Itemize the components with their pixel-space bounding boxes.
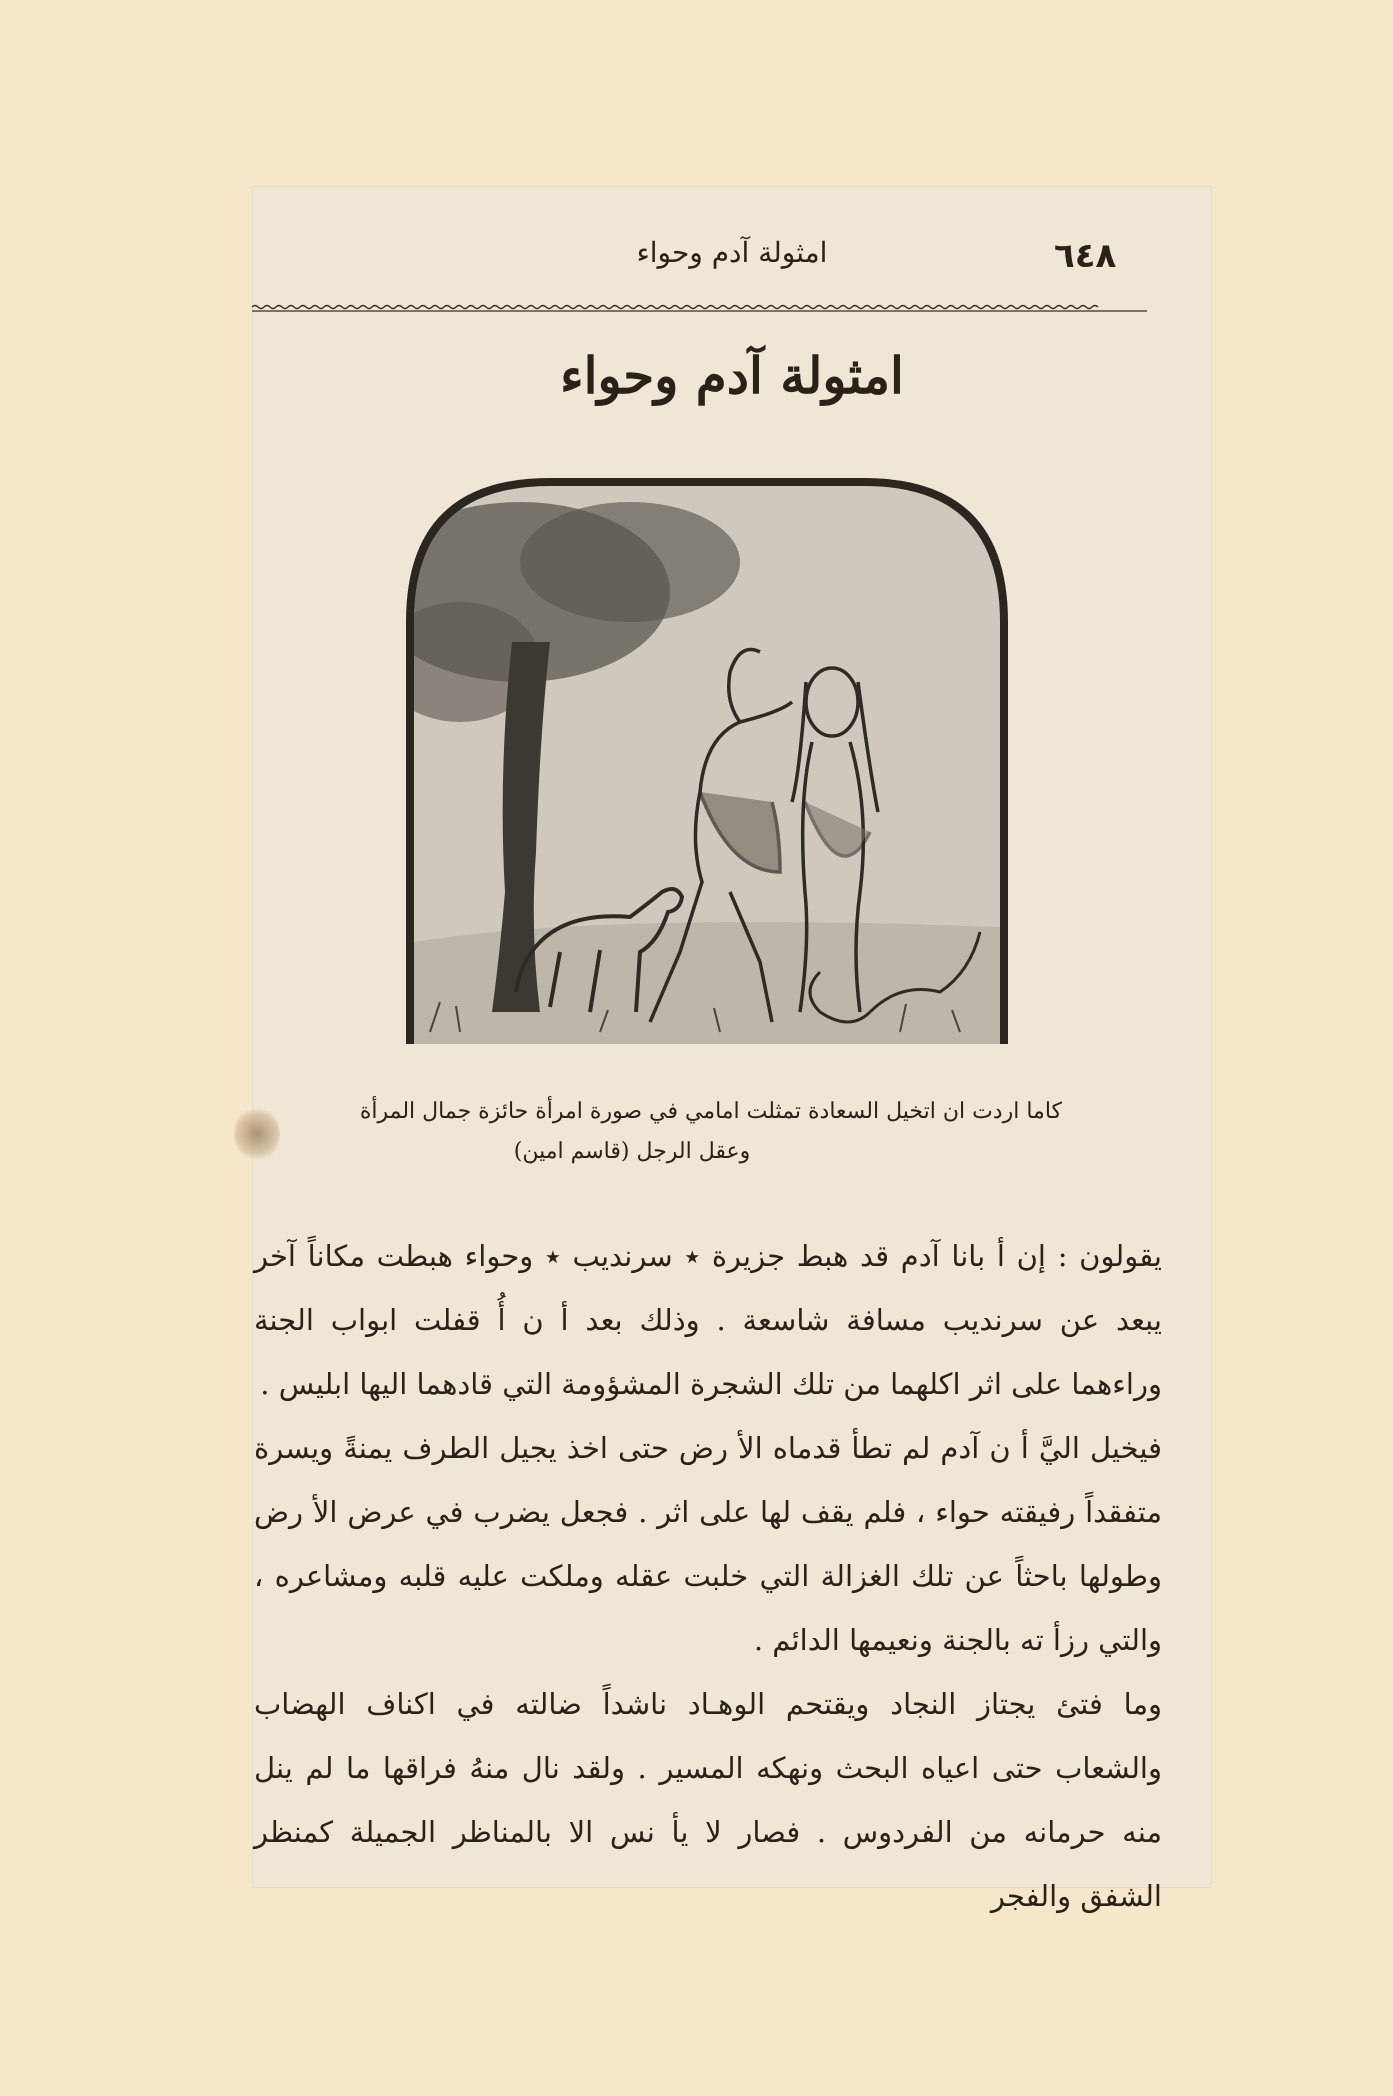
article-title: امثولة آدم وحواء: [560, 346, 904, 405]
paragraph-3: وما فتئ يجتاز النجاد ويقتحم الوهـاد ناشداً ضالته في اكناف الهضاب والشعاب حتى اعياه البحث ونهكه المسير . ولقد نال منهُ فراقها ما لم ينل منه حرمانه من الفردوس . فصار لا يأ نس الا بالمناظر الجميلة كمنظر الشفق والفجر: [254, 1687, 1162, 1913]
ink-stain: [234, 1106, 280, 1162]
page-number: ٦٤٨: [1054, 236, 1117, 276]
illustration-adam-eve: [400, 472, 1014, 1044]
scanned-page: [252, 186, 1212, 1913]
paragraph-2: فيخيل اليَّ أ ن آدم لم تطأ قدماه الأ رض حتى اخذ يجيل الطرف يمنةً ويسرة متفقداً رفيقته حواء ، فلم يقف لها على اثر . فجعل يضرب في عرض الأ رض وطولها باحثاً عن تلك الغزالة التي خلبت عقله وملكت عليه قلبه ومشاعره ، والتي رزأ ته بالجنة ونعيمها الدائم .: [254, 1431, 1162, 1657]
wavy-rule: [252, 304, 1147, 312]
caption-line-2: وعقل الرجل (قاسم امين): [513, 1139, 751, 1164]
caption-line-1: كاما اردت ان اتخيل السعادة تمثلت امامي في صورة امرأة حائزة جمال المرأة: [359, 1099, 1062, 1124]
figure-caption: [322, 1092, 1062, 1172]
paragraph-1: يقولون : إن أ بانا آدم قد هبط جزيرة ٭ سرنديب ٭ وحواء هبطت مكاناً آخر يبعد عن سرنديب مسافة شاسعة . وذلك بعد أ ن أُ قفلت ابواب الجنة وراءهما على اثر اكلهما من تلك الشجرة المشؤومة التي قادهما اليها ابليس .: [254, 1239, 1162, 1401]
body-text: [254, 1224, 1162, 1928]
page-header: [252, 232, 1212, 286]
running-title: امثولة آدم وحواء: [636, 236, 828, 269]
